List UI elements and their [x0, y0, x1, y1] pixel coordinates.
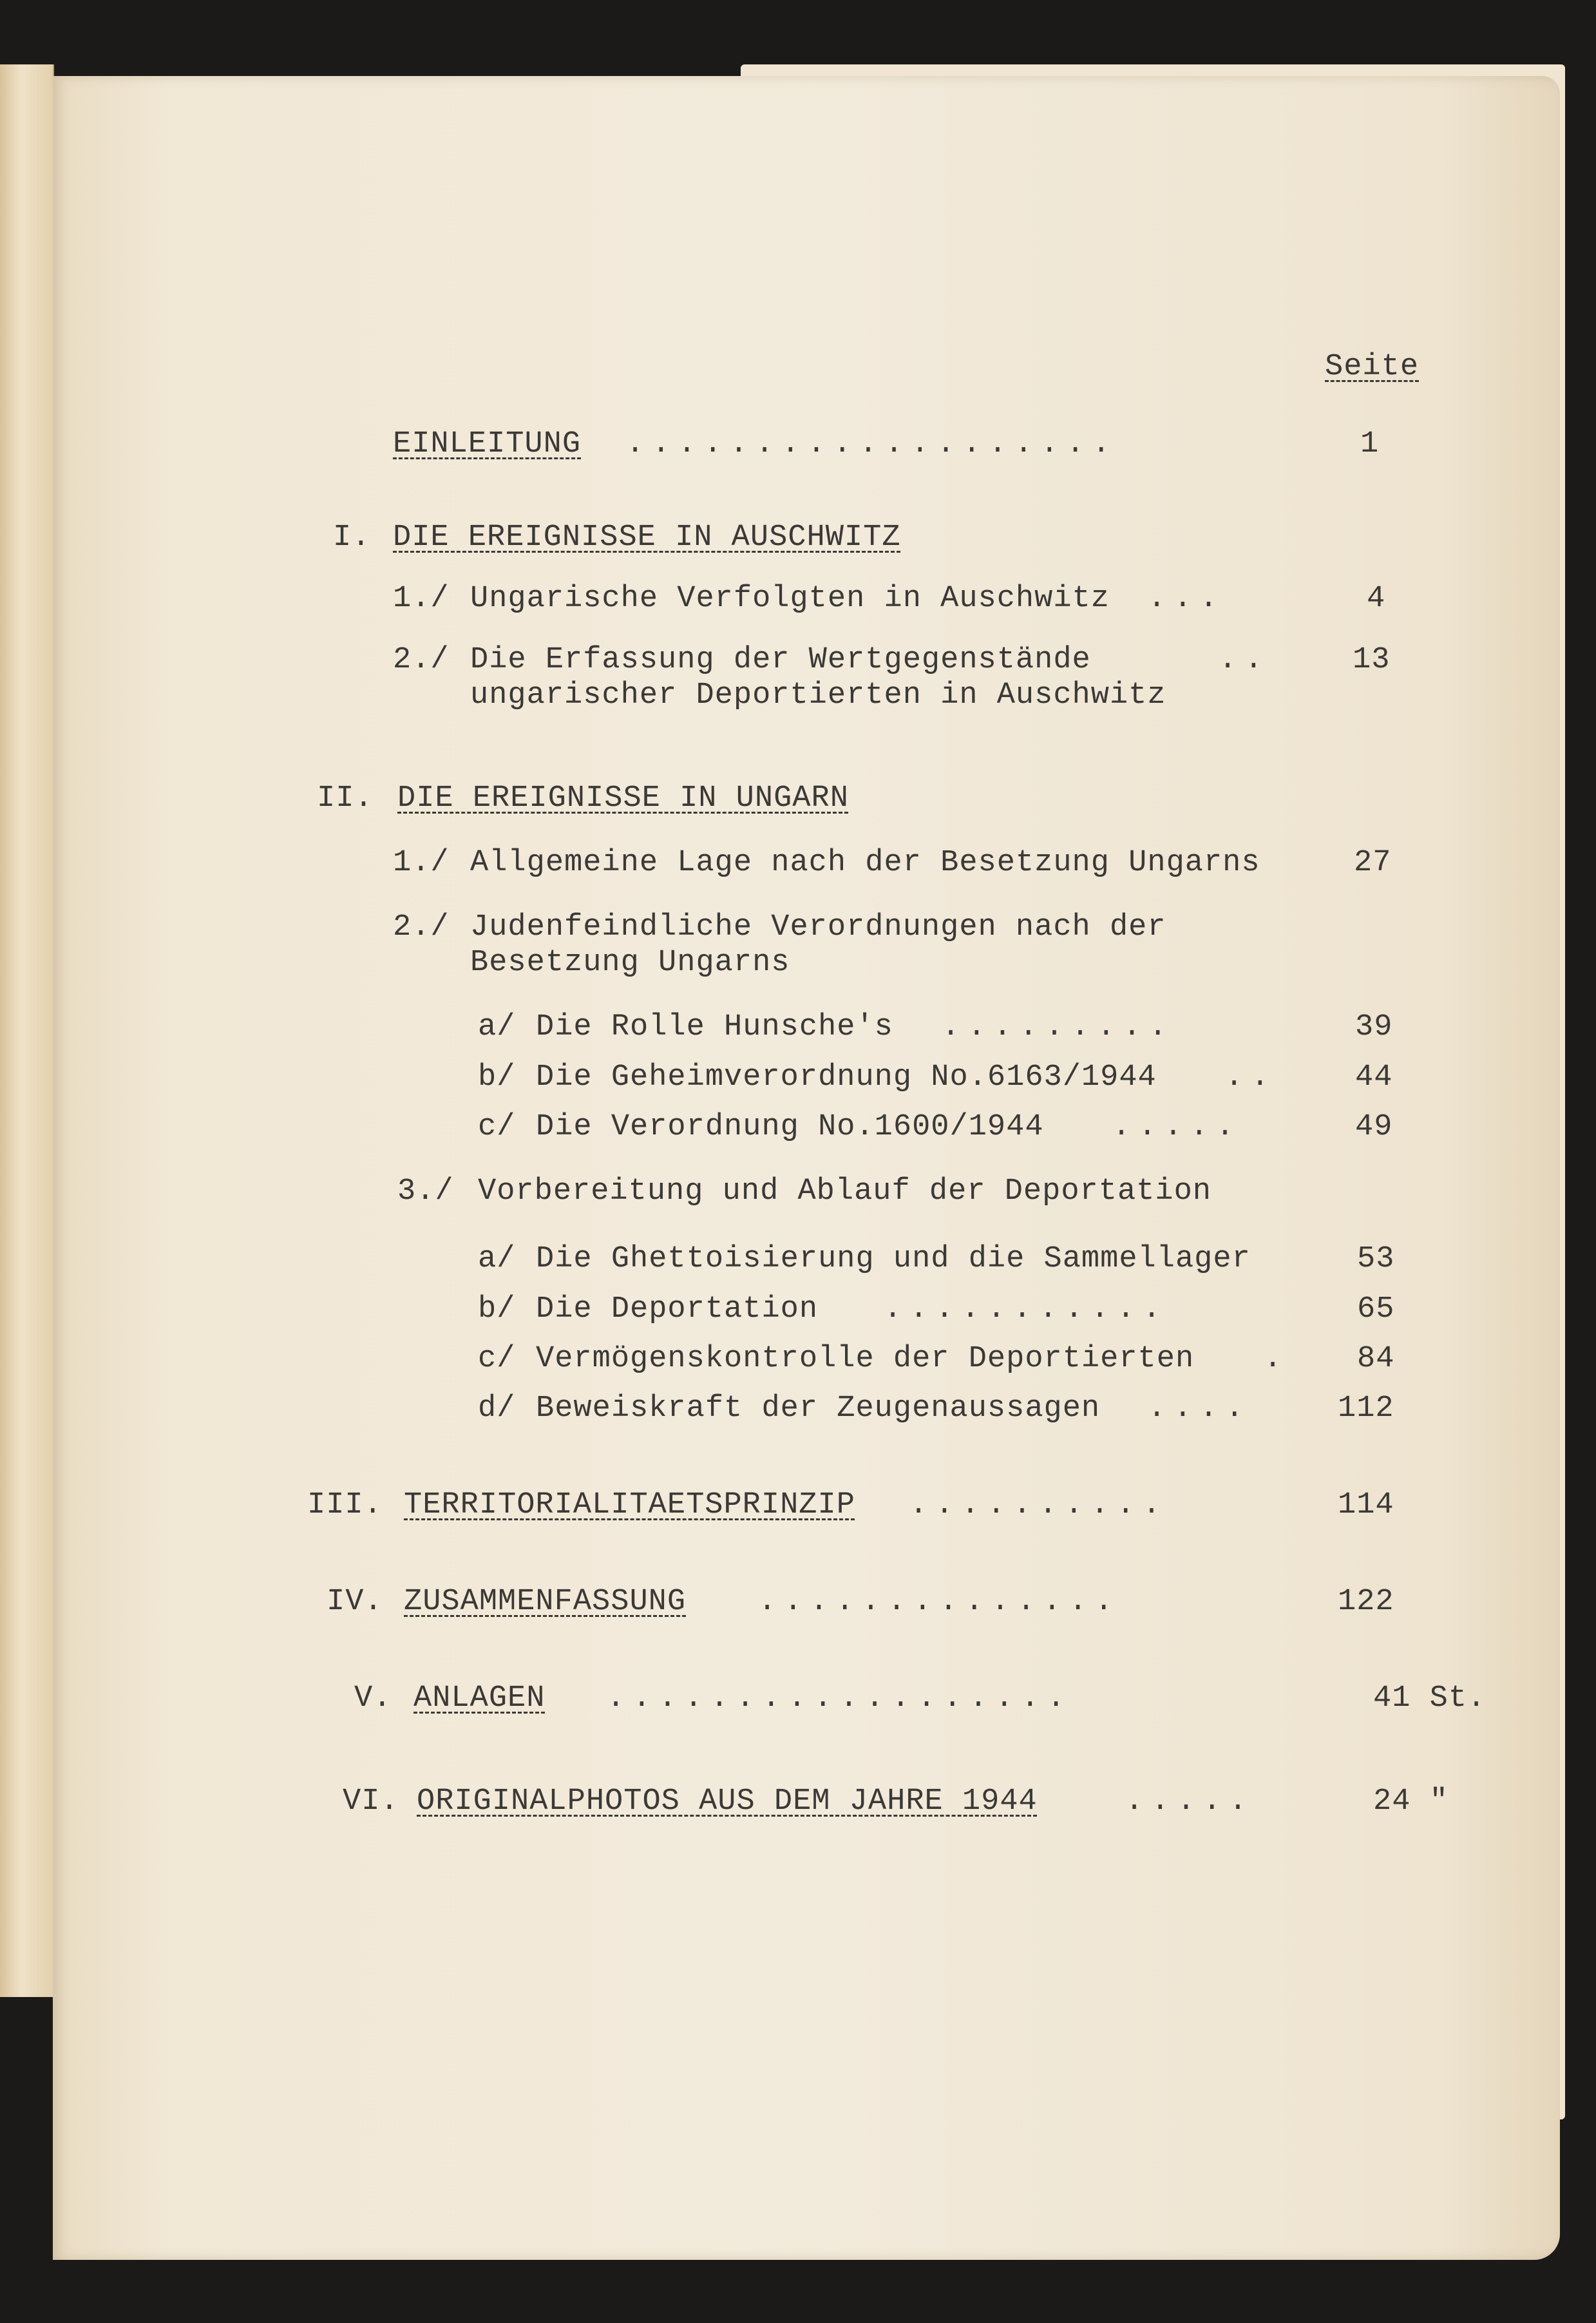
- toc-sec2-3c-title: Vermögenskontrolle der Deportierten: [536, 1342, 1195, 1376]
- document-page: [53, 76, 1560, 2260]
- toc-sec3-title: TERRITORIALITAETSPRINZIP: [404, 1488, 855, 1522]
- toc-sec3-page: 114: [1338, 1488, 1394, 1522]
- toc-sec2-3c-page: 84: [1357, 1342, 1395, 1376]
- toc-sec1-2-title-line1: Die Erfassung der Wertgegenstände: [470, 643, 1091, 677]
- toc-sec2-1-page: 27: [1354, 846, 1392, 880]
- toc-sec5-dots: ..................: [607, 1681, 1073, 1716]
- previous-page-edge: [0, 64, 54, 1997]
- toc-sec2-numeral: II.: [317, 781, 374, 816]
- table-of-contents: [53, 76, 1560, 2260]
- toc-sec3-dots: ..........: [909, 1488, 1169, 1522]
- toc-sec1-2-num: 2./: [393, 643, 450, 677]
- toc-sec2-2a-page: 39: [1355, 1010, 1393, 1044]
- toc-sec1-2-page: 13: [1353, 643, 1391, 677]
- toc-sec2-3c-dots: .: [1264, 1342, 1290, 1376]
- toc-sec2-3d-page: 112: [1338, 1391, 1394, 1426]
- toc-sec6-dots: .....: [1125, 1784, 1255, 1819]
- toc-sec6-title: ORIGINALPHOTOS AUS DEM JAHRE 1944: [417, 1784, 1038, 1819]
- toc-sec4-title: ZUSAMMENFASSUNG: [404, 1585, 687, 1619]
- toc-sec2-2c-title: Die Verordnung No.1600/1944: [536, 1110, 1044, 1144]
- toc-sec2-3b-page: 65: [1357, 1292, 1395, 1326]
- toc-sec1-numeral: I.: [333, 521, 371, 555]
- toc-sec3-numeral: III.: [307, 1488, 383, 1522]
- toc-sec1-2-title-line2: ungarischer Deportierten in Auschwitz: [470, 678, 1166, 712]
- toc-sec2-3a-num: a/: [478, 1242, 516, 1276]
- toc-sec2-3-num: 3./: [397, 1174, 454, 1209]
- toc-sec2-3b-dots: ...........: [884, 1292, 1169, 1326]
- toc-sec4-numeral: IV.: [327, 1585, 383, 1619]
- toc-sec4-dots: ..............: [758, 1585, 1121, 1619]
- toc-sec2-title: DIE EREIGNISSE IN UNGARN: [397, 781, 849, 816]
- toc-sec2-3d-title: Beweiskraft der Zeugenaussagen: [536, 1391, 1101, 1426]
- toc-sec1-1-title: Ungarische Verfolgten in Auschwitz: [470, 582, 1110, 616]
- toc-sec2-2-title-line2: Besetzung Ungarns: [470, 946, 790, 980]
- toc-sec2-2b-num: b/: [478, 1060, 516, 1095]
- toc-sec1-2-dots: ..: [1219, 643, 1271, 677]
- toc-sec2-3-title: Vorbereitung und Ablauf der Deportation: [478, 1174, 1211, 1209]
- toc-sec2-2a-title: Die Rolle Hunsche's: [536, 1010, 893, 1044]
- toc-sec1-title: DIE EREIGNISSE IN AUSCHWITZ: [393, 521, 901, 555]
- toc-sec2-3a-page: 53: [1357, 1242, 1395, 1276]
- toc-sec5-title: ANLAGEN: [413, 1681, 546, 1716]
- toc-sec2-1-num: 1./: [393, 846, 450, 880]
- toc-sec5-page: 41 St.: [1373, 1681, 1487, 1716]
- toc-sec2-2a-dots: .........: [942, 1010, 1175, 1044]
- toc-sec2-2c-dots: .....: [1112, 1110, 1242, 1144]
- toc-sec2-2c-page: 49: [1355, 1110, 1393, 1144]
- toc-sec6-page: 24 ": [1373, 1784, 1449, 1819]
- toc-sec4-page: 122: [1338, 1585, 1394, 1619]
- toc-sec2-2-title-line1: Judenfeindliche Verordnungen nach der: [470, 910, 1166, 944]
- toc-sec2-2-num: 2./: [393, 910, 450, 944]
- toc-sec2-3b-title: Die Deportation: [536, 1292, 819, 1326]
- toc-sec1-1-num: 1./: [393, 582, 450, 616]
- toc-sec1-1-page: 4: [1367, 582, 1386, 616]
- toc-sec6-numeral: VI.: [343, 1784, 399, 1819]
- toc-sec2-3b-num: b/: [478, 1292, 516, 1326]
- toc-sec2-1-title: Allgemeine Lage nach der Besetzung Ungarns: [470, 846, 1260, 880]
- toc-sec2-3c-num: c/: [478, 1342, 516, 1376]
- toc-sec2-2b-page: 44: [1355, 1060, 1393, 1095]
- toc-sec2-3d-dots: ....: [1148, 1391, 1251, 1426]
- toc-einleitung-dots: ...................: [626, 427, 1118, 461]
- toc-sec2-2b-dots: ..: [1225, 1060, 1277, 1095]
- toc-einleitung-page: 1: [1360, 427, 1380, 461]
- toc-sec2-2a-num: a/: [478, 1010, 516, 1044]
- toc-sec2-2c-num: c/: [478, 1110, 516, 1144]
- seite-header: Seite: [1325, 350, 1420, 384]
- toc-sec5-numeral: V.: [354, 1681, 392, 1716]
- toc-sec2-3d-num: d/: [478, 1391, 516, 1426]
- toc-sec2-3a-title: Die Ghettoisierung und die Sammellager: [536, 1242, 1251, 1276]
- toc-sec1-1-dots: ...: [1148, 582, 1226, 616]
- toc-sec2-2b-title: Die Geheimverordnung No.6163/1944: [536, 1060, 1157, 1095]
- toc-einleitung-title: EINLEITUNG: [393, 427, 582, 461]
